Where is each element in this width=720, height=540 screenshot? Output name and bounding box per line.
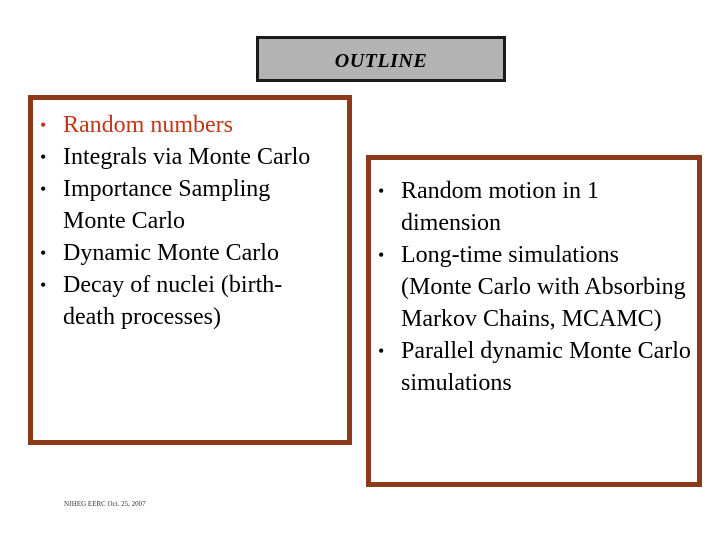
bullet-icon: • <box>40 179 47 199</box>
bullet-icon: • <box>40 115 47 135</box>
list-item <box>371 175 691 239</box>
list-item <box>33 173 333 237</box>
list-item-text: Random motion in 1 dimension <box>401 178 599 236</box>
right-panel <box>366 155 702 487</box>
list-item <box>33 269 333 333</box>
list-item-text: Random numbers <box>63 112 233 138</box>
bullet-icon: • <box>40 147 47 167</box>
bullet-icon: • <box>378 245 385 265</box>
right-bullet-list <box>371 175 691 399</box>
left-panel <box>28 95 352 445</box>
title-box <box>256 36 506 82</box>
list-item-text: Integrals via Monte Carlo <box>63 144 311 170</box>
list-item-text: Decay of nuclei (birth-death processes) <box>63 272 283 330</box>
bullet-icon: • <box>40 275 47 295</box>
slide-title: OUTLINE <box>334 49 428 72</box>
bullet-icon: • <box>378 181 385 201</box>
list-item <box>371 335 691 399</box>
bullet-icon: • <box>378 341 385 361</box>
left-bullet-list <box>33 109 333 333</box>
bullet-icon: • <box>40 243 47 263</box>
list-item <box>371 239 691 335</box>
footer-text: NJHEG EERC Oct. 25, 2007 <box>64 500 146 508</box>
list-item-text: Parallel dynamic Monte Carlo simulations <box>401 338 691 396</box>
list-item <box>33 141 333 173</box>
list-item-text: Long-time simulations (Monte Carlo with Absorbing Markov Chains, MCAMC) <box>401 242 686 332</box>
list-item-text: Importance Sampling Monte Carlo <box>63 176 271 234</box>
list-item-text: Dynamic Monte Carlo <box>63 240 279 266</box>
list-item <box>33 237 333 269</box>
list-item <box>33 109 333 141</box>
